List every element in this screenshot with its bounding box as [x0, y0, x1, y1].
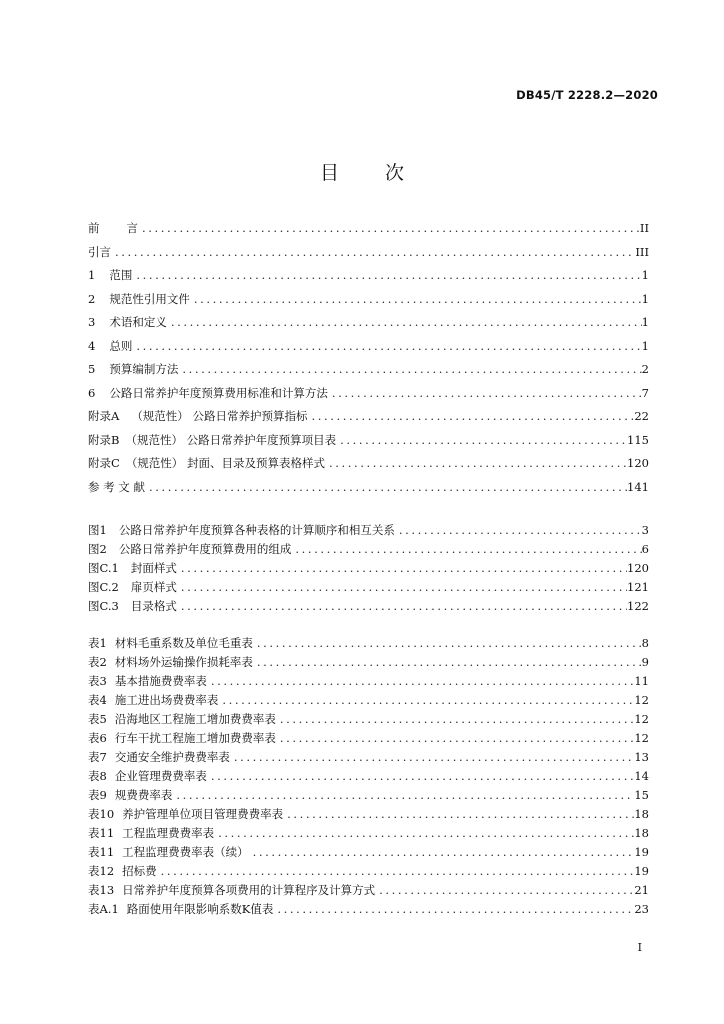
toc-entry-number: 附录C [88, 456, 120, 470]
toc-entry[interactable] [88, 787, 649, 806]
toc-entry-number: 图C.3 [88, 599, 119, 613]
toc-entry-label: 工程监理费费率表 [122, 826, 215, 840]
toc-entry-label: 材料场外运输操作损耗率表 [114, 655, 253, 669]
toc-entry-page: 12 [634, 731, 649, 745]
toc-entry[interactable] [88, 730, 649, 749]
toc-entry-label: 基本措施费费率表 [114, 674, 207, 688]
toc-entry-number: 表3 [88, 674, 107, 688]
toc-entry-page: 3 [641, 523, 649, 537]
toc-entry-page: 1 [641, 338, 649, 353]
toc-entry[interactable] [88, 338, 649, 362]
toc-leader-dots [253, 636, 642, 650]
toc-entry-number: 4 [88, 338, 96, 353]
toc-entry-page: II [639, 221, 649, 235]
toc-entry[interactable] [88, 654, 649, 673]
toc-entry-number: 3 [88, 315, 96, 329]
toc-entry[interactable] [88, 901, 649, 920]
toc-leader-dots [132, 339, 641, 353]
toc-entry-page: 12 [634, 712, 649, 726]
toc-entry-page: 7 [641, 385, 649, 400]
toc-leader-dots [172, 788, 634, 802]
toc-entry[interactable] [88, 479, 649, 503]
toc-entry[interactable] [88, 882, 649, 901]
toc-entry-page: 1 [641, 268, 649, 282]
toc-entry-label: 范围 [109, 268, 133, 282]
toc-entry-number: 表A.1 [88, 902, 119, 916]
toc-entry-number: 2 [88, 291, 96, 306]
toc-entry-page: 120 [627, 456, 649, 470]
toc-entry-number: 表10 [88, 807, 115, 821]
toc-entry-number: 1 [88, 268, 96, 282]
toc-entry[interactable] [88, 541, 649, 560]
page-number: I [637, 941, 642, 954]
toc-entry[interactable] [88, 291, 649, 315]
toc-entry-label: 公路日常养护年度预算各种表格的计算顺序和相互关系 [118, 523, 395, 537]
toc-entry-number: 附录B [88, 432, 120, 447]
toc-leader-dots [336, 433, 627, 447]
toc-entry-label: 行车干扰工程施工增加费费率表 [114, 731, 276, 745]
toc-entry-label: 总则 [109, 338, 133, 353]
toc-leader-dots [328, 386, 642, 400]
toc-entry-number: 表4 [88, 693, 107, 707]
toc-leader-dots [276, 731, 635, 745]
toc-leader-dots [207, 769, 635, 783]
toc-entry[interactable] [88, 711, 649, 730]
toc-entry-number: 5 [88, 362, 96, 376]
toc-leader-dots [249, 845, 635, 859]
toc-leader-dots [157, 864, 635, 878]
toc-entry-number: 表13 [88, 883, 115, 897]
toc-entry-page: 120 [627, 561, 649, 575]
toc-entry-page: 6 [641, 542, 649, 556]
toc-entry[interactable] [88, 361, 649, 385]
toc-entry-label: 术语和定义 [109, 315, 167, 329]
toc-leader-dots [253, 655, 642, 669]
toc-entry-label: 公路日常养护年度预算费用标准和计算方法 [109, 385, 328, 400]
toc-entry-number: 图1 [88, 523, 107, 537]
toc-entry-page: 22 [634, 409, 649, 423]
toc-entry-label: 引言 [88, 244, 111, 259]
toc-entry[interactable] [88, 749, 649, 768]
toc-entry-page: III [635, 244, 649, 259]
toc-leader-dots [145, 480, 627, 494]
toc-entry-page: 8 [641, 636, 649, 650]
toc-entry[interactable] [88, 455, 649, 479]
toc-entry-page: 9 [641, 655, 649, 669]
toc-leader-dots [325, 456, 627, 470]
toc-entry-label: 企业管理费费率表 [114, 769, 207, 783]
toc-entry[interactable] [88, 432, 649, 456]
toc-entry[interactable] [88, 220, 649, 244]
toc-entry-label: 封面样式 [130, 561, 177, 575]
toc-entry-label: 路面使用年限影响系数K值表 [126, 902, 274, 916]
toc-entry-label: （规范性） 公路日常养护年度预算项目表 [125, 432, 337, 447]
toc-entry-page: 14 [634, 769, 649, 783]
toc-leader-dots [177, 580, 627, 594]
toc-entry[interactable] [88, 560, 649, 579]
toc-entry[interactable] [88, 267, 649, 291]
toc-entry-label: 施工进出场费费率表 [114, 693, 219, 707]
toc-entry[interactable] [88, 825, 649, 844]
page-title: 目 次 [319, 162, 425, 184]
toc-entry-page: 1 [641, 291, 649, 306]
toc-leader-dots [291, 542, 641, 556]
toc-entry-label: （规范性） 封面、目录及预算表格样式 [125, 456, 325, 470]
toc-entry[interactable] [88, 385, 649, 409]
toc-entry-number: 表12 [88, 864, 115, 878]
toc-entry-number: 前 [88, 221, 100, 235]
toc-entry[interactable] [88, 408, 649, 432]
toc-entry[interactable] [88, 863, 649, 882]
toc-entry[interactable] [88, 635, 649, 654]
toc-entry-page: 121 [627, 580, 649, 594]
toc-entry-number: 图C.1 [88, 561, 119, 575]
toc-entry-number: 参 考 文 献 [88, 479, 145, 494]
toc-tables [88, 635, 649, 920]
toc-entry-number: 表5 [88, 712, 107, 726]
toc-leader-dots [395, 523, 642, 537]
toc-entry-page: 141 [627, 479, 649, 494]
toc-entry-label: 招标费 [122, 864, 157, 878]
toc-entry-label: （规范性） 公路日常养护预算指标 [131, 409, 308, 423]
toc-leader-dots [190, 292, 642, 306]
toc-leader-dots [375, 883, 634, 897]
toc-entry-page: 122 [627, 599, 649, 613]
toc-entry-number: 附录A [88, 409, 120, 423]
toc-entry-page: 13 [634, 750, 649, 764]
toc-entry-label: 公路日常养护年度预算费用的组成 [118, 542, 292, 556]
toc-leader-dots [218, 693, 634, 707]
toc-entry-label: 养护管理单位项目管理费费率表 [122, 807, 284, 821]
toc-leader-dots [178, 362, 641, 376]
toc-entry-number: 表11 [88, 845, 115, 859]
toc-entry-number: 表6 [88, 731, 107, 745]
toc-leader-dots [283, 807, 634, 821]
toc-leader-dots [111, 245, 635, 259]
toc-leader-dots [177, 561, 627, 575]
toc-entry-page: 19 [634, 864, 649, 878]
toc-entry-page: 12 [634, 693, 649, 707]
toc-entry-page: 11 [634, 674, 649, 688]
toc-leader-dots [138, 221, 640, 235]
toc-entry-label: 规范性引用文件 [109, 291, 190, 306]
toc-entry[interactable] [88, 673, 649, 692]
toc-entry-number: 图2 [88, 542, 107, 556]
toc-leader-dots [167, 315, 642, 329]
toc-figures [88, 522, 649, 617]
toc-entry-label: 言 [126, 221, 138, 235]
toc-main [88, 220, 649, 502]
toc-leader-dots [132, 268, 641, 282]
toc-leader-dots [273, 902, 634, 916]
toc-entry-number: 表8 [88, 769, 107, 783]
toc-entry[interactable] [88, 598, 649, 617]
toc-entry-number: 表7 [88, 750, 107, 764]
toc-entry-label: 交通安全维护费费率表 [114, 750, 230, 764]
toc-entry-number: 6 [88, 385, 96, 400]
toc-entry[interactable] [88, 522, 649, 541]
toc-entry[interactable] [88, 244, 649, 268]
toc-entry-page: 19 [634, 845, 649, 859]
toc-leader-dots [276, 712, 635, 726]
toc-entry-number: 表2 [88, 655, 107, 669]
toc-leader-dots [307, 409, 634, 423]
toc-entry-label: 材料毛重系数及单位毛重表 [114, 636, 253, 650]
toc-leader-dots [214, 826, 634, 840]
toc-entry-page: 1 [641, 315, 649, 329]
toc-entry-page: 18 [634, 807, 649, 821]
toc-entry[interactable] [88, 579, 649, 598]
toc-entry-page: 23 [634, 902, 649, 916]
toc-entry-number: 表9 [88, 788, 107, 802]
toc-leader-dots [230, 750, 635, 764]
toc-entry-label: 目录格式 [130, 599, 177, 613]
toc-entry-label: 规费费率表 [114, 788, 173, 802]
toc-entry[interactable] [88, 806, 649, 825]
toc-leader-dots [207, 674, 635, 688]
toc-entry-page: 15 [634, 788, 649, 802]
toc-entry-number: 图C.2 [88, 580, 119, 594]
toc-leader-dots [177, 599, 627, 613]
toc-entry-page: 2 [641, 362, 649, 376]
toc-entry-label: 沿海地区工程施工增加费费率表 [114, 712, 276, 726]
toc-entry[interactable] [88, 768, 649, 787]
toc-entry-page: 18 [634, 826, 649, 840]
toc-entry[interactable] [88, 692, 649, 711]
toc-entry-page: 115 [627, 432, 649, 447]
toc-entry-number: 表1 [88, 636, 107, 650]
toc-entry-page: 21 [634, 883, 649, 897]
standard-code: DB45/T 2228.2—2020 [516, 88, 658, 102]
toc-entry-label: 预算编制方法 [109, 362, 179, 376]
toc-entry-label: 工程监理费费率表（续） [122, 845, 249, 859]
toc-entry-number: 表11 [88, 826, 115, 840]
toc-entry-label: 日常养护年度预算各项费用的计算程序及计算方式 [122, 883, 376, 897]
toc-entry[interactable] [88, 844, 649, 863]
toc-entry[interactable] [88, 314, 649, 338]
toc-entry-label: 扉页样式 [130, 580, 177, 594]
